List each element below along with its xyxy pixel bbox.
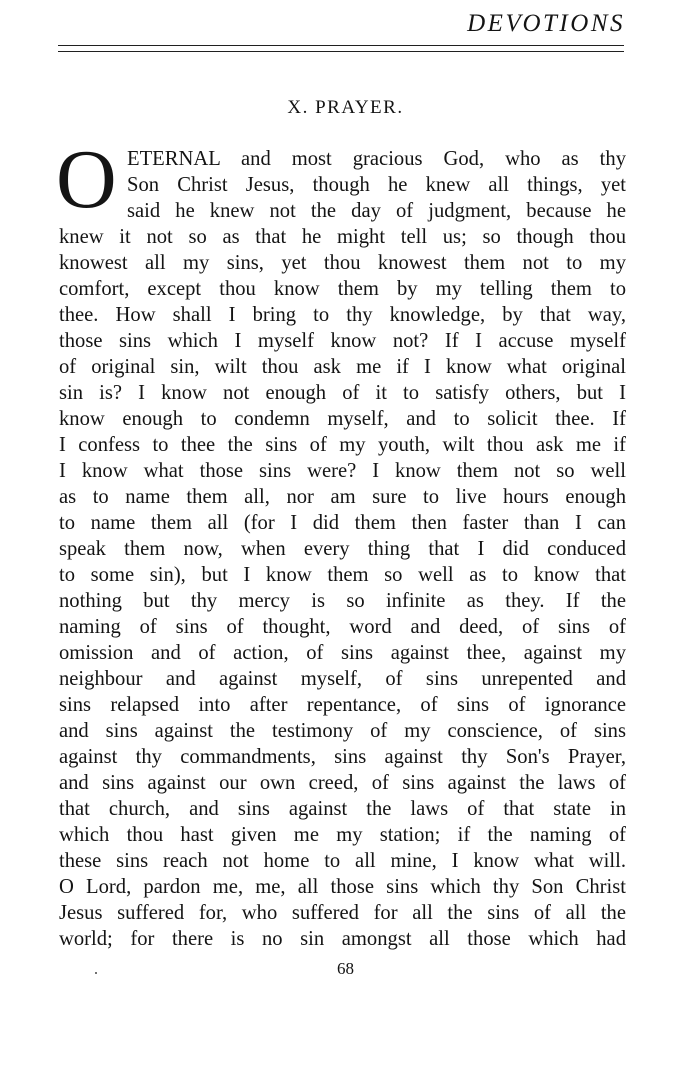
text-line-10: sin is? I know not enough of it to satisfy others, but I [59, 382, 626, 404]
text-line-19: naming of sins of thought, word and deed, of sins of [59, 616, 626, 638]
text-line-7: thee. How shall I bring to thy knowledge, by that way, [59, 304, 626, 326]
text-line-3: said he knew not the day of judgment, because he [127, 200, 626, 222]
text-line-14: as to name them all, nor am sure to live hours enough [59, 486, 626, 508]
text-line-12: I confess to thee the sins of my youth, wilt thou ask me if [59, 434, 626, 456]
text-line-26: that church, and sins against the laws of that state in [59, 798, 626, 820]
page-number: 68 [337, 959, 354, 978]
text-line-27: which thou hast given me my station; if the naming of [59, 824, 626, 846]
text-line-20: omission and of action, of sins against thee, against my [59, 642, 626, 664]
drop-cap: O [56, 133, 117, 226]
print-speck [95, 972, 97, 974]
text-line-25: and sins against our own creed, of sins against the laws of [59, 772, 626, 794]
header-rule-bottom [58, 51, 624, 52]
text-line-9: of original sin, wilt thou ask me if I know what original [59, 356, 626, 378]
text-line-2: Son Christ Jesus, though he knew all things, yet [127, 174, 626, 196]
text-line-21: neighbour and against myself, of sins unrepented and [59, 668, 626, 690]
running-head: DEVOTIONS [467, 10, 625, 37]
section-heading: X. PRAYER. [287, 97, 404, 118]
text-line-28: these sins reach not home to all mine, I know what will. [59, 850, 626, 872]
text-line-15: to name them all (for I did them then faster than I can [59, 512, 626, 534]
text-line-30: Jesus suffered for, who suffered for all the sins of all the [59, 902, 626, 924]
text-line-22: sins relapsed into after repentance, of sins of ignorance [59, 694, 626, 716]
text-line-1: ETERNAL and most gracious God, who as thy [127, 148, 626, 170]
text-line-8: those sins which I myself know not? If I accuse myself [59, 330, 626, 352]
text-line-31: world; for there is no sin amongst all those which had [59, 928, 626, 950]
text-line-24: against thy commandments, sins against thy Son's Prayer, [59, 746, 626, 768]
header-rule-top [58, 45, 624, 46]
text-line-5: knowest all my sins, yet thou knowest them not to my [59, 252, 626, 274]
text-line-16: speak them now, when every thing that I did conduced [59, 538, 626, 560]
text-line-6: comfort, except thou know them by my telling them to [59, 278, 626, 300]
text-line-18: nothing but thy mercy is so infinite as they. If the [59, 590, 626, 612]
text-line-4: knew it not so as that he might tell us; so though thou [59, 226, 626, 248]
text-line-23: and sins against the testimony of my conscience, of sins [59, 720, 626, 742]
text-line-13: I know what those sins were? I know them not so well [59, 460, 626, 482]
text-line-11: know enough to condemn myself, and to solicit thee. If [59, 408, 626, 430]
text-line-17: to some sin), but I know them so well as to know that [59, 564, 626, 586]
text-line-29: O Lord, pardon me, me, all those sins which thy Son Christ [59, 876, 626, 898]
